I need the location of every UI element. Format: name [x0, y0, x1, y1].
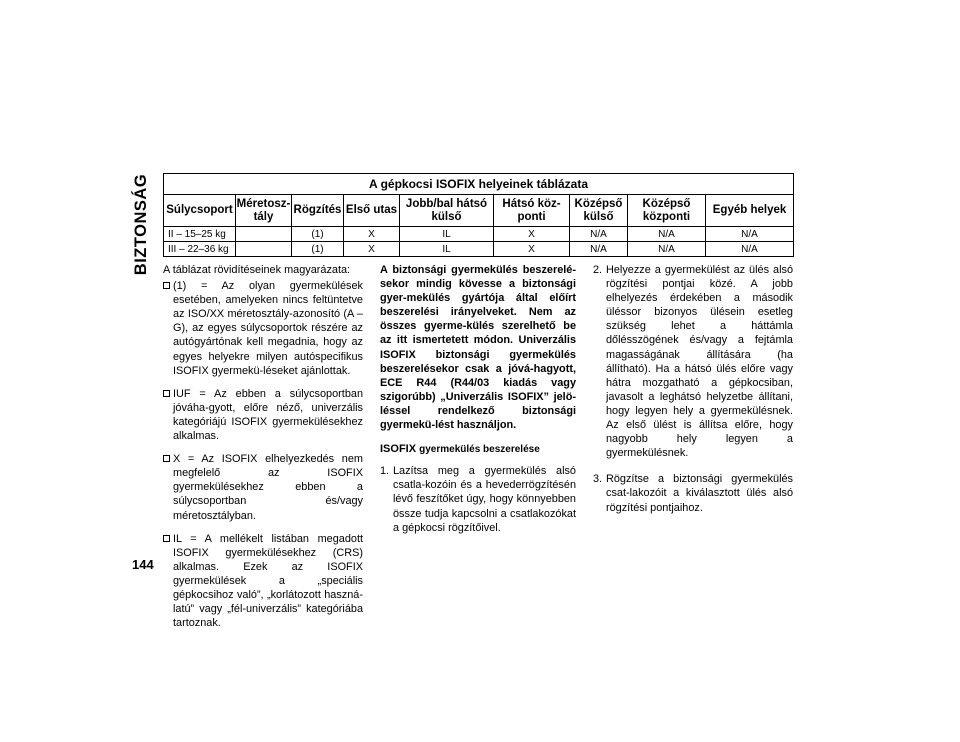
checkbox-bullet-icon [163, 282, 170, 289]
legend-item [163, 452, 363, 522]
table-cell: N/A [628, 227, 706, 242]
legend-item [163, 279, 363, 378]
table-row [164, 242, 794, 257]
legend-column [163, 263, 363, 639]
step-text: Helyezze a gyermekülést az ülés alsó rögzítési pontjai közé. A jobb elhelyezés érdekében a második üléssor bizonyos ülésein esetleg szükség lehet a háttámla dőlésszögének és/vagy a fejtámla magasságának állítására (ha állítható). Ha a hátsó ülés előre vagy hátra mozgatható a gépkocsiban, javasolt a leghátsó helyzetbe állítani, hogy legyen hely a gyermekülésnek. Az első ülést is állítsa előre, hogy nagyobb hely legyen a gyermekülésnek. [606, 264, 793, 460]
col-header: Jobb/bal hátsó külső [400, 195, 494, 227]
page-number: 144 [132, 557, 154, 572]
table-header-row [164, 195, 794, 227]
step-item [380, 464, 576, 534]
step-number: 3. [593, 473, 603, 486]
subheading-lead: ISOFIX [380, 443, 417, 456]
step-number: 2. [593, 264, 603, 276]
table-cell: N/A [706, 227, 794, 242]
table-cell: N/A [570, 242, 628, 257]
table-cell: X [344, 227, 400, 242]
table-cell: II – 15–25 kg [164, 227, 236, 242]
checkbox-bullet-icon [163, 535, 170, 542]
table-row [164, 227, 794, 242]
step-item [593, 263, 793, 460]
right-column [593, 263, 793, 527]
legend-item [163, 387, 363, 443]
warning-paragraph: A biztonsági gyermekülés beszerelé-sekor mindig kövesse a biztonsági gyer-mekülés gyártója által előírt beszerelési irányelveket. Nem az összes gyerme-külés szerelhető be az itt ismertetett módon. Univerzális ISOFIX biztonsági gyermekülés beszerelésekor csak a jóvá-hagyott, ECE R44 (R44/03 kiadás vagy szigorúbb) „Univerzális ISOFIX” jelö-léssel rendelkező biztonsági gyermekü-lést használjon. [380, 264, 576, 432]
col-header: Méretosz-tály [236, 195, 292, 227]
legend-item-text: X = Az ISOFIX elhelyezkedés nem megfelelő az ISOFIX gyermekülésekhez ebben a súlycsoportban és/vagy méretosztályban. [173, 453, 363, 522]
step-item [593, 472, 793, 514]
checkbox-bullet-icon [163, 455, 170, 462]
legend-intro: A táblázat rövidítéseinek magyarázata: [163, 264, 351, 276]
table-cell: X [344, 242, 400, 257]
subheading-rest: gyermekülés beszerelése [419, 444, 540, 456]
section-title-vertical [131, 169, 153, 279]
legend-item-text: IL = A mellékelt listában megadott ISOFIX gyermekülésekhez (CRS) alkalmas. Ezek az ISOFIX gyermekülések a „speciális gépkocsihoz való”, „korlátozott haszná-latú” vagy „fél-univerzális” kategóriába tartoznak. [173, 532, 363, 630]
table-cell: IL [400, 227, 494, 242]
table-cell: IL [400, 242, 494, 257]
step-text: Rögzítse a biztonsági gyermekülés csat-lakozóit a kiválasztott ülés alsó rögzítési pontjaihoz. [606, 473, 793, 514]
section-title-text: BIZTONSÁG [132, 173, 151, 275]
table-cell: X [494, 227, 570, 242]
isofix-table [163, 173, 794, 257]
table-caption: A gépkocsi ISOFIX helyeinek táblázata [164, 174, 794, 195]
table-cell: X [494, 242, 570, 257]
col-header: Középső külső [570, 195, 628, 227]
col-header: Súlycsoport [164, 195, 236, 227]
step-number: 1. [380, 465, 390, 478]
middle-column [380, 263, 576, 547]
table-cell: (1) [292, 227, 344, 242]
col-header: Első utas [344, 195, 400, 227]
step-text: Lazítsa meg a gyermekülés alsó csatla-kozóin és a hevederrögzítésén lévő feszítőket úgy, hogy könnyebben össze tudja kapcsolni a csatlakozókat a gépkocsi rögzítőivel. [393, 465, 576, 534]
col-header: Egyéb helyek [706, 195, 794, 227]
table-cell: N/A [570, 227, 628, 242]
col-header: Középső központi [628, 195, 706, 227]
legend-item-text: (1) = Az olyan gyermekülések esetében, amelyeken nincs feltüntetve az ISO/XX méretosztály-azonosító (A – G), az egyes súlycsoportok részére az autógyártónak kell megadnia, hogy az egyes helyekre milyen autóspecifikus ISOFIX gyermekü-léseket ajánlottak. [173, 280, 363, 377]
table-cell: (1) [292, 242, 344, 257]
table-cell [236, 227, 292, 242]
section-subheading [380, 442, 576, 457]
table-cell: N/A [706, 242, 794, 257]
legend-item-text: IUF = Az ebben a súlycsoportban jóváha-gyott, előre néző, univerzális kategóriájú ISOFIX gyermekülésekhez alkalmas. [173, 387, 363, 443]
col-header: Rögzítés [292, 195, 344, 227]
checkbox-bullet-icon [163, 390, 170, 397]
col-header: Hátsó köz-ponti [494, 195, 570, 227]
table-cell: N/A [628, 242, 706, 257]
table-cell [236, 242, 292, 257]
legend-item [163, 532, 363, 631]
table-cell: III – 22–36 kg [164, 242, 236, 257]
